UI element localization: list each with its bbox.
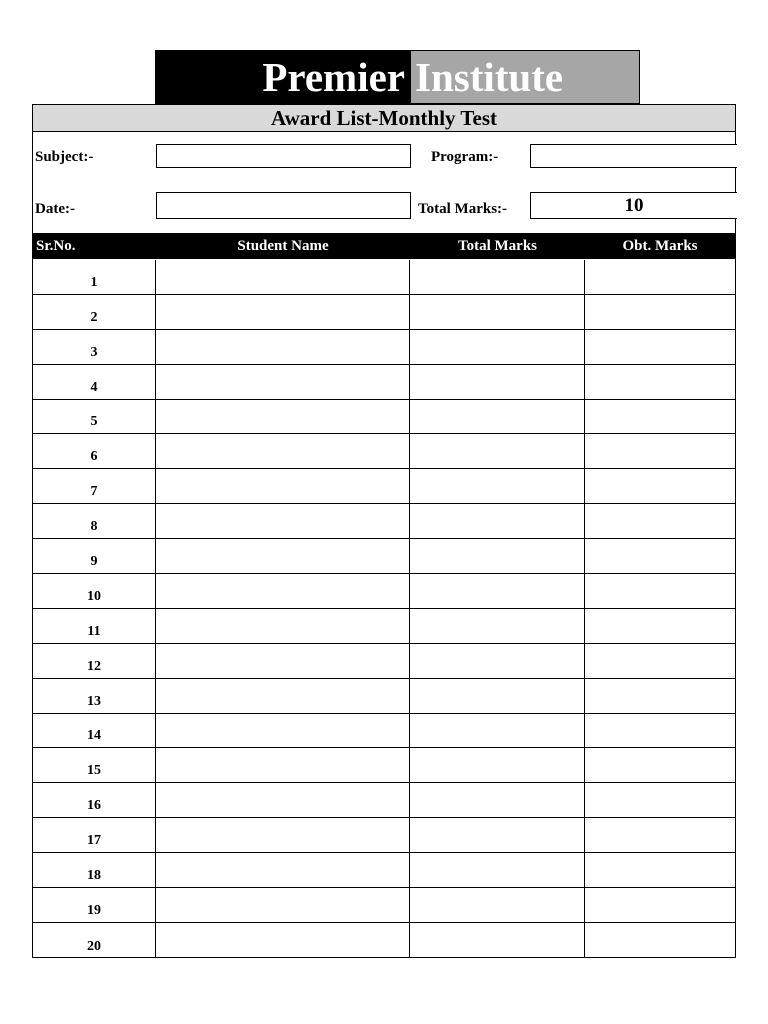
table-row <box>33 609 735 644</box>
total-marks-cell[interactable] <box>410 783 585 817</box>
student-name-cell[interactable] <box>156 888 410 922</box>
student-name-cell[interactable] <box>156 539 410 573</box>
sr-no-cell: 8 <box>33 504 156 538</box>
obtained-marks-cell[interactable] <box>585 923 735 958</box>
form-title: Award List-Monthly Test <box>33 105 735 132</box>
total-marks-field[interactable]: 10 <box>530 192 737 219</box>
obtained-marks-cell[interactable] <box>585 400 735 434</box>
obtained-marks-cell[interactable] <box>585 818 735 852</box>
banner-right <box>411 51 639 103</box>
table-row <box>33 574 735 609</box>
sr-no-cell: 10 <box>33 574 156 608</box>
total-marks-cell[interactable] <box>410 574 585 608</box>
sr-no-cell: 17 <box>33 818 156 852</box>
table-row <box>33 818 735 853</box>
table-row <box>33 888 735 923</box>
obtained-marks-cell[interactable] <box>585 679 735 713</box>
table-row <box>33 783 735 818</box>
sr-no-cell: 18 <box>33 853 156 887</box>
obtained-marks-cell[interactable] <box>585 853 735 887</box>
student-name-cell[interactable] <box>156 400 410 434</box>
obtained-marks-cell[interactable] <box>585 714 735 748</box>
student-name-cell[interactable] <box>156 434 410 468</box>
table-row <box>33 260 735 295</box>
student-name-cell[interactable] <box>156 818 410 852</box>
obtained-marks-cell[interactable] <box>585 783 735 817</box>
total-marks-cell[interactable] <box>410 714 585 748</box>
obtained-marks-cell[interactable] <box>585 469 735 503</box>
obtained-marks-cell[interactable] <box>585 295 735 329</box>
sr-no-cell: 5 <box>33 400 156 434</box>
student-name-cell[interactable] <box>156 469 410 503</box>
date-field[interactable] <box>156 192 411 219</box>
student-name-cell[interactable] <box>156 923 410 958</box>
sr-no-cell: 15 <box>33 748 156 782</box>
sr-no-cell: 20 <box>33 923 156 958</box>
table-row <box>33 330 735 365</box>
student-name-cell[interactable] <box>156 679 410 713</box>
total-marks-cell[interactable] <box>410 888 585 922</box>
obtained-marks-cell[interactable] <box>585 365 735 399</box>
sr-no-cell: 2 <box>33 295 156 329</box>
obtained-marks-cell[interactable] <box>585 748 735 782</box>
sr-no-cell: 1 <box>33 260 156 294</box>
student-name-cell[interactable] <box>156 260 410 294</box>
program-label: Program:- <box>431 149 499 165</box>
total-marks-cell[interactable] <box>410 609 585 643</box>
obtained-marks-cell[interactable] <box>585 434 735 468</box>
student-name-cell[interactable] <box>156 330 410 364</box>
table-row <box>33 365 735 400</box>
obtained-marks-cell[interactable] <box>585 330 735 364</box>
header-student-name: Student Name <box>237 237 329 254</box>
sr-no-cell: 9 <box>33 539 156 573</box>
banner-word-premier: Premier <box>262 53 405 100</box>
banner-left <box>156 51 411 103</box>
sr-no-cell: 4 <box>33 365 156 399</box>
total-marks-cell[interactable] <box>410 853 585 887</box>
obtained-marks-cell[interactable] <box>585 504 735 538</box>
banner-word-institute: Institute <box>415 53 564 100</box>
student-name-cell[interactable] <box>156 748 410 782</box>
award-list-form <box>32 104 736 958</box>
total-marks-cell[interactable] <box>410 679 585 713</box>
student-name-cell[interactable] <box>156 609 410 643</box>
program-field[interactable] <box>530 144 737 168</box>
sr-no-cell: 19 <box>33 888 156 922</box>
table-row <box>33 748 735 783</box>
total-marks-cell[interactable] <box>410 260 585 294</box>
total-marks-cell[interactable] <box>410 504 585 538</box>
table-row <box>33 644 735 679</box>
total-marks-cell[interactable] <box>410 923 585 958</box>
table-row <box>33 679 735 714</box>
table-body <box>33 260 735 958</box>
total-marks-cell[interactable] <box>410 295 585 329</box>
table-row <box>33 504 735 539</box>
obtained-marks-cell[interactable] <box>585 609 735 643</box>
table-row <box>33 853 735 888</box>
sr-no-cell: 14 <box>33 714 156 748</box>
sr-no-cell: 3 <box>33 330 156 364</box>
total-marks-cell[interactable] <box>410 330 585 364</box>
table-row <box>33 539 735 574</box>
sr-no-cell: 6 <box>33 434 156 468</box>
student-name-cell[interactable] <box>156 644 410 678</box>
sr-no-cell: 12 <box>33 644 156 678</box>
table-header <box>33 233 735 259</box>
student-name-cell[interactable] <box>156 295 410 329</box>
sr-no-cell: 16 <box>33 783 156 817</box>
student-name-cell[interactable] <box>156 853 410 887</box>
student-name-cell[interactable] <box>156 365 410 399</box>
total-marks-cell[interactable] <box>410 400 585 434</box>
header-obt-marks: Obt. Marks <box>622 237 698 254</box>
subject-label: Subject:- <box>35 149 94 165</box>
sr-no-cell: 7 <box>33 469 156 503</box>
date-label: Date:- <box>35 201 75 217</box>
total-marks-cell[interactable] <box>410 365 585 399</box>
table-row <box>33 295 735 330</box>
sr-no-cell: 13 <box>33 679 156 713</box>
total-marks-cell[interactable] <box>410 748 585 782</box>
subject-field[interactable] <box>156 144 411 168</box>
total-marks-cell[interactable] <box>410 818 585 852</box>
table-row <box>33 400 735 435</box>
total-marks-cell[interactable] <box>410 539 585 573</box>
table-row <box>33 714 735 749</box>
student-name-cell[interactable] <box>156 504 410 538</box>
table-row <box>33 469 735 504</box>
header-total-marks: Total Marks <box>457 237 538 254</box>
total-marks-cell[interactable] <box>410 434 585 468</box>
obtained-marks-cell[interactable] <box>585 260 735 294</box>
student-name-cell[interactable] <box>156 714 410 748</box>
total-marks-label: Total Marks:- <box>418 201 508 217</box>
sr-no-cell: 11 <box>33 609 156 643</box>
table-row <box>33 434 735 469</box>
obtained-marks-cell[interactable] <box>585 539 735 573</box>
obtained-marks-cell[interactable] <box>585 644 735 678</box>
obtained-marks-cell[interactable] <box>585 888 735 922</box>
student-name-cell[interactable] <box>156 783 410 817</box>
total-marks-cell[interactable] <box>410 644 585 678</box>
institute-banner <box>155 50 640 104</box>
obtained-marks-cell[interactable] <box>585 574 735 608</box>
student-name-cell[interactable] <box>156 574 410 608</box>
total-marks-cell[interactable] <box>410 469 585 503</box>
header-sr-no: Sr.No. <box>36 237 76 254</box>
table-row <box>33 923 735 958</box>
